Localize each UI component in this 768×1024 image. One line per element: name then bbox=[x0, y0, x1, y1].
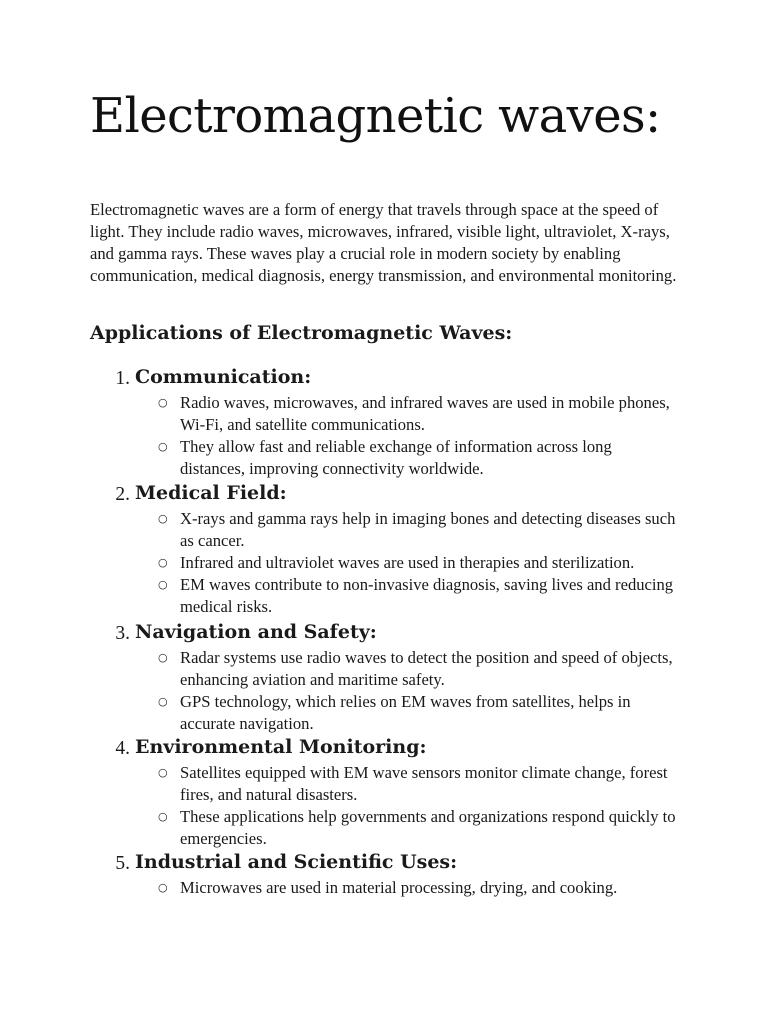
section-number: 5. bbox=[115, 853, 130, 874]
bullet-circle-icon: ○ bbox=[158, 396, 168, 409]
list-item bbox=[90, 877, 680, 899]
list-item bbox=[90, 762, 680, 806]
section-title: Industrial and Scientific Uses: bbox=[135, 851, 458, 873]
bullet-circle-icon: ○ bbox=[158, 556, 168, 569]
section-medical-field bbox=[90, 482, 710, 618]
bullet-circle-icon: ○ bbox=[158, 512, 168, 525]
bullet-text: Radar systems use radio waves to detect the position and speed of objects, enhancing aviation and maritime safety. bbox=[180, 648, 673, 689]
list-item bbox=[90, 508, 680, 552]
bullet-text: Infrared and ultraviolet waves are used in therapies and sterilization. bbox=[180, 553, 635, 572]
bullet-circle-icon: ○ bbox=[158, 810, 168, 823]
section-industrial-scientific bbox=[90, 851, 710, 899]
bullet-text: GPS technology, which relies on EM waves from satellites, helps in accurate navigation. bbox=[180, 692, 631, 733]
bullet-list bbox=[90, 647, 710, 735]
list-item bbox=[90, 392, 680, 436]
list-item bbox=[90, 691, 680, 735]
bullet-circle-icon: ○ bbox=[158, 695, 168, 708]
section-number: 4. bbox=[115, 738, 130, 759]
section-title: Medical Field: bbox=[135, 482, 287, 504]
list-item bbox=[90, 552, 680, 574]
section-communication bbox=[90, 366, 710, 480]
bullet-circle-icon: ○ bbox=[158, 766, 168, 779]
section-number: 2. bbox=[115, 484, 130, 505]
bullet-text: Satellites equipped with EM wave sensors monitor climate change, forest fires, and natural disasters. bbox=[180, 763, 668, 804]
intro-paragraph: Electromagnetic waves are a form of energy that travels through space at the speed of light. They include radio waves, microwaves, infrared, visible light, ultraviolet, X-rays, and gamma rays. These waves play a crucial role in modern society by enabling communication, medical diagnosis, energy transmission, and environmental monitoring. bbox=[90, 200, 677, 285]
bullet-text: X-rays and gamma rays help in imaging bones and detecting diseases such as cancer. bbox=[180, 509, 676, 550]
list-item bbox=[90, 647, 680, 691]
section-title: Communication: bbox=[135, 366, 312, 388]
section-title: Environmental Monitoring: bbox=[135, 736, 427, 758]
bullet-text: Microwaves are used in material processing, drying, and cooking. bbox=[180, 878, 618, 897]
list-item bbox=[90, 574, 680, 618]
bullet-list bbox=[90, 762, 710, 850]
section-number: 1. bbox=[115, 368, 130, 389]
bullet-circle-icon: ○ bbox=[158, 578, 168, 591]
bullet-circle-icon: ○ bbox=[158, 440, 168, 453]
page-title: Electromagnetic waves: bbox=[90, 88, 661, 144]
list-item bbox=[90, 436, 680, 480]
bullet-circle-icon: ○ bbox=[158, 651, 168, 664]
bullet-text: They allow fast and reliable exchange of information across long distances, improving connectivity worldwide. bbox=[180, 437, 612, 478]
applications-heading: Applications of Electromagnetic Waves: bbox=[90, 322, 513, 344]
section-environmental-monitoring bbox=[90, 736, 710, 850]
list-item bbox=[90, 806, 680, 850]
section-number: 3. bbox=[115, 623, 130, 644]
bullet-text: Radio waves, microwaves, and infrared waves are used in mobile phones, Wi-Fi, and satellite communications. bbox=[180, 393, 670, 434]
bullet-text: EM waves contribute to non-invasive diagnosis, saving lives and reducing medical risks. bbox=[180, 575, 674, 616]
bullet-text: These applications help governments and organizations respond quickly to emergencies. bbox=[180, 807, 676, 848]
bullet-circle-icon: ○ bbox=[158, 881, 168, 894]
bullet-list bbox=[90, 877, 710, 899]
section-navigation-safety bbox=[90, 621, 710, 735]
bullet-list bbox=[90, 508, 710, 618]
bullet-list bbox=[90, 392, 710, 480]
section-title: Navigation and Safety: bbox=[135, 621, 377, 643]
